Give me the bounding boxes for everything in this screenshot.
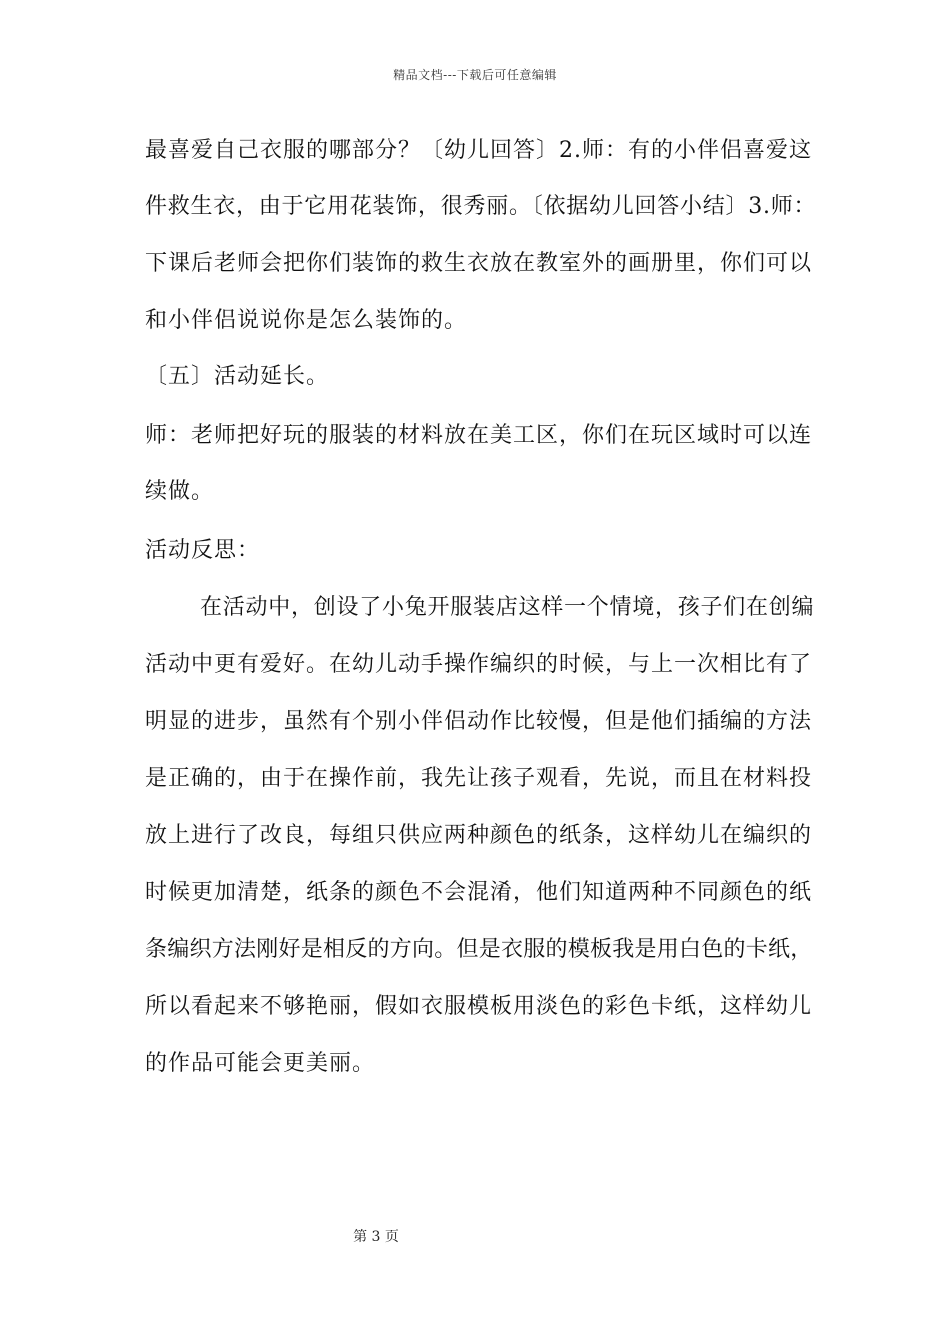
paragraph-line: 最喜爱自己衣服的哪部分？〔幼儿回答〕2.师：有的小伴侣喜爱这 xyxy=(145,138,812,163)
paragraph-line: 明显的进步，虽然有个别小伴侣动作比较慢，但是他们插编的方法 xyxy=(145,709,813,734)
paragraph-line: 的作品可能会更美丽。 xyxy=(145,1051,376,1076)
paragraph-line: 件救生衣，由于它用花装饰，很秀丽。〔依据幼儿回答小结〕3.师： xyxy=(145,194,817,219)
section-heading: 活动反思： xyxy=(145,538,261,563)
page-number: 第 3 页 xyxy=(353,1229,399,1245)
paragraph-line: 所以看起来不够艳丽，假如衣服模板用淡色的彩色卡纸，这样幼儿 xyxy=(145,994,813,1019)
page-header: 精品文档---下载后可任意编辑 xyxy=(393,68,557,82)
paragraph-line: 时候更加清楚，纸条的颜色不会混淆，他们知道两种不同颜色的纸 xyxy=(145,880,813,905)
paragraph-line: 条编织方法刚好是相反的方向。但是衣服的模板我是用白色的卡纸， xyxy=(145,937,813,962)
paragraph-line: 续做。 xyxy=(145,479,215,504)
paragraph-line: 和小伴侣说说你是怎么装饰的。 xyxy=(145,308,468,333)
paragraph-line: 在活动中，创设了小兔开服装店这样一个情境，孩子们在创编 xyxy=(200,595,815,620)
paragraph-line: 是正确的，由于在操作前，我先让孩子观看，先说，而且在材料投 xyxy=(145,766,813,791)
paragraph-line: 活动中更有爱好。在幼儿动手操作编织的时候，与上一次相比有了 xyxy=(145,652,813,677)
paragraph-line: 师：老师把好玩的服装的材料放在美工区，你们在玩区域时可以连 xyxy=(145,423,813,448)
paragraph-line: 下课后老师会把你们装饰的救生衣放在教室外的画册里，你们可以 xyxy=(145,251,813,276)
paragraph-line: 放上进行了改良，每组只供应两种颜色的纸条，这样幼儿在编织的 xyxy=(145,823,813,848)
section-heading: 〔五〕活动延长。 xyxy=(145,364,330,389)
